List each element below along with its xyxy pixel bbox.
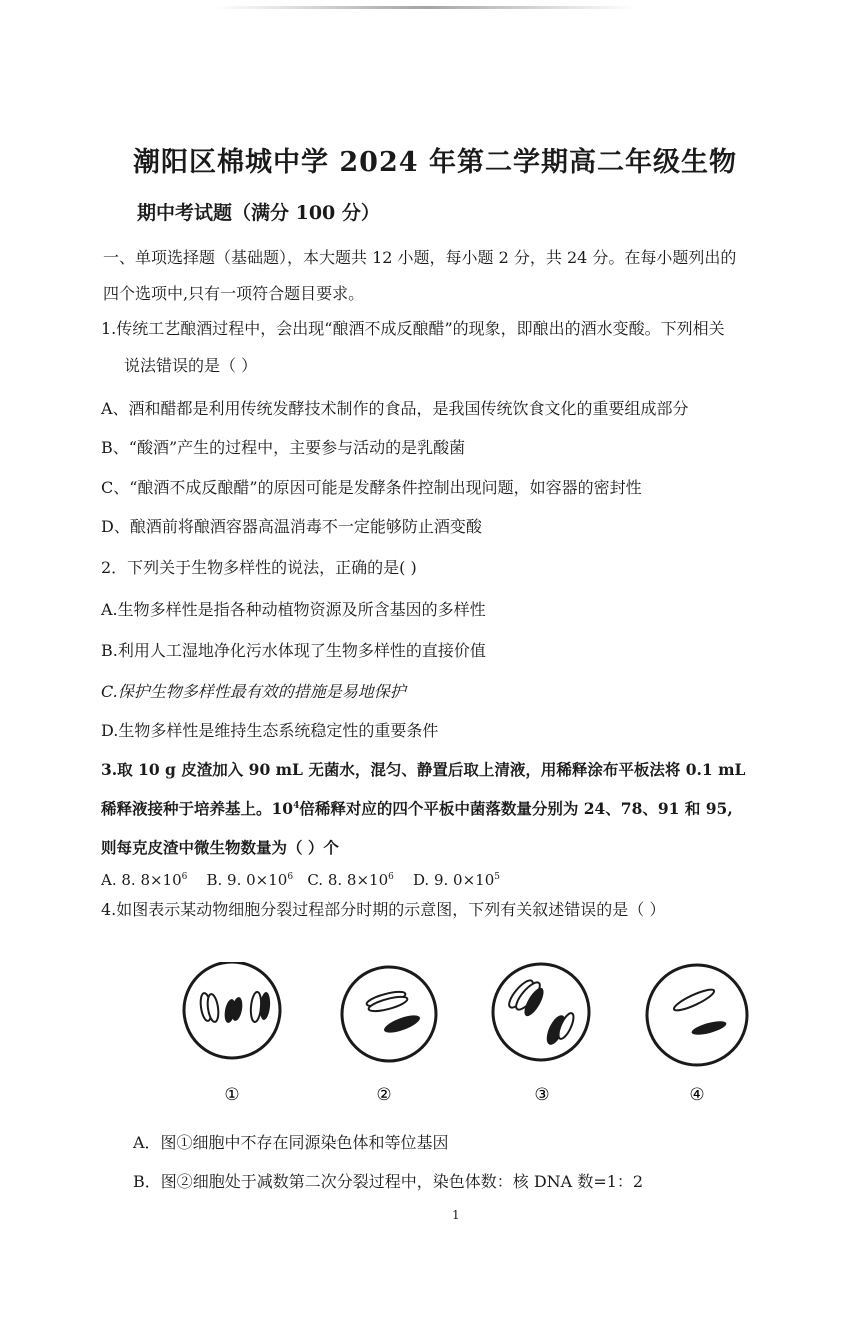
option-d-text: D. 9. 0×10 bbox=[412, 871, 495, 889]
question-3-stem-cont bbox=[101, 797, 733, 819]
question-3-stem-cont-text: 稀释液接种于培养基上。10 bbox=[101, 799, 294, 818]
option-c-exponent: 6 bbox=[388, 872, 394, 882]
cell-division-figure bbox=[176, 962, 756, 1112]
option-a-exponent: 6 bbox=[181, 872, 188, 882]
question-1-option-a: A、酒和醋都是利用传统发酵技术制作的食品，是我国传统饮食文化的重要组成部分 bbox=[101, 399, 689, 418]
option-c-text: C. 8. 8×10 bbox=[307, 871, 389, 889]
exam-subtitle: 期中考试题（满分 100 分） bbox=[137, 202, 380, 224]
question-3-option-c bbox=[307, 871, 394, 889]
question-4-option-b: B．图②细胞处于减数第二次分裂过程中，染色体数：核 DNA 数=1：2 bbox=[133, 1172, 644, 1191]
question-3-stem-end: 则每克皮渣中微生物数量为（ ）个 bbox=[101, 838, 339, 857]
cell-1-label: ① bbox=[224, 1085, 240, 1105]
question-4-option-a: A．图①细胞中不存在同源染色体和等位基因 bbox=[133, 1133, 449, 1152]
question-1-option-b: B、“酸酒”产生的过程中，主要参与活动的是乳酸菌 bbox=[101, 438, 466, 457]
question-4-stem: 4.如图表示某动物细胞分裂过程部分时期的示意图，下列有关叙述错误的是（ ） bbox=[101, 900, 666, 919]
question-3-option-d bbox=[413, 871, 500, 889]
page-number: 1 bbox=[452, 1208, 460, 1222]
section-instructions-line1: 一、单项选择题（基础题），本大题共 12 小题，每小题 2 分，共 24 分。在每小题列出的 bbox=[103, 248, 737, 267]
scan-mark bbox=[215, 6, 635, 9]
question-1-option-d: D、酿酒前将酿酒容器高温消毒不一定能够防止酒变酸 bbox=[101, 517, 482, 536]
option-b-exponent: 6 bbox=[287, 872, 294, 882]
cell-2-label: ② bbox=[376, 1085, 392, 1105]
question-3-options bbox=[101, 871, 500, 889]
question-2-option-d: D.生物多样性是维持生态系统稳定性的重要条件 bbox=[101, 721, 439, 740]
question-2-option-c: C.保护生物多样性最有效的措施是易地保护 bbox=[101, 682, 406, 701]
cell-4-label: ④ bbox=[689, 1085, 705, 1105]
cell-3-label: ③ bbox=[534, 1085, 550, 1105]
question-3-stem-cont-text2: 倍稀释对应的四个平板中菌落数量分别为 24、78、91 和 95, bbox=[299, 799, 733, 818]
cell-1-diagram bbox=[184, 962, 280, 1058]
option-d-exponent: 5 bbox=[494, 872, 500, 882]
exponent: 4 bbox=[293, 800, 300, 811]
cell-2-diagram bbox=[342, 967, 436, 1061]
section-instructions-line2: 四个选项中,只有一项符合题目要求。 bbox=[103, 284, 365, 303]
question-3-option-a bbox=[101, 871, 187, 889]
cell-4-diagram bbox=[647, 965, 747, 1065]
question-3-option-b bbox=[206, 871, 293, 889]
question-2-option-a: A.生物多样性是指各种动植物资源及所含基因的多样性 bbox=[101, 600, 486, 619]
question-1-stem: 1.传统工艺酿酒过程中，会出现“酿酒不成反酿醋”的现象，即酿出的酒水变酸。下列相关 bbox=[101, 319, 725, 338]
option-b-text: B. 9. 0×10 bbox=[206, 871, 288, 889]
option-a-text: A. 8. 8×10 bbox=[101, 871, 182, 889]
question-1-stem-cont: 说法错误的是（ ） bbox=[124, 356, 258, 375]
page-title: 潮阳区棉城中学 2024 年第二学期高二年级生物 bbox=[133, 147, 737, 178]
question-1-option-c: C、“酿酒不成反酿醋”的原因可能是发酵条件控制出现问题，如容器的密封性 bbox=[101, 478, 642, 497]
cell-3-diagram bbox=[493, 964, 589, 1060]
question-2-stem: 2．下列关于生物多样性的说法，正确的是( ) bbox=[101, 558, 417, 577]
question-2-option-b: B.利用人工湿地净化污水体现了生物多样性的直接价值 bbox=[101, 641, 486, 660]
question-3-stem: 3.取 10 g 皮渣加入 90 mL 无菌水，混匀、静置后取上清液，用稀释涂布平板法将 0.1 mL bbox=[101, 760, 746, 779]
